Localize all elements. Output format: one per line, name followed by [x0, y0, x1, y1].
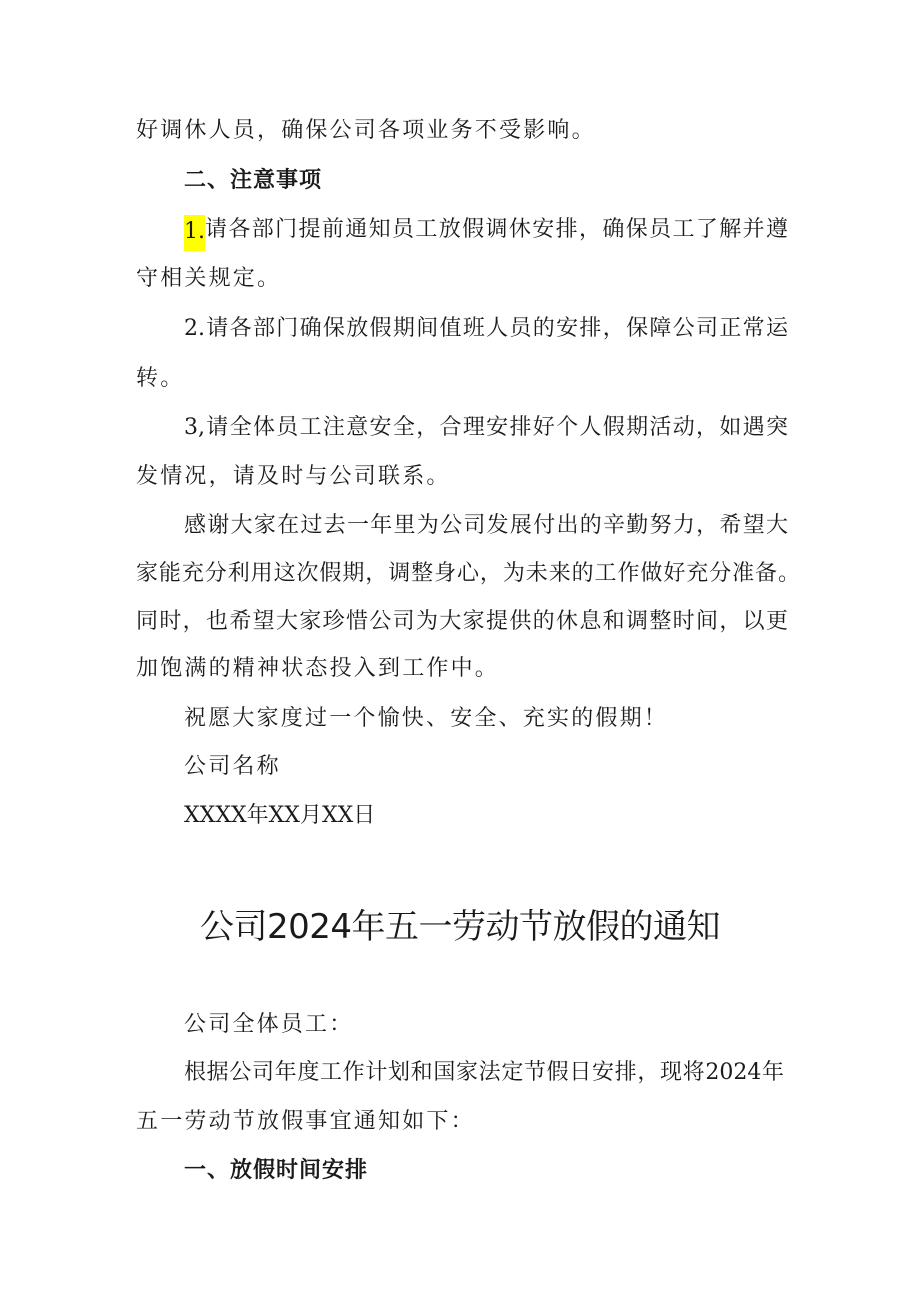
paragraph-line: 同时，也希望大家珍惜公司为大家提供的休息和调整时间，以更 — [136, 609, 788, 634]
paragraph-line: 转。 — [136, 366, 185, 391]
paragraph-line: 守相关规定。 — [136, 266, 282, 291]
paragraph-line: 发情况，请及时与公司联系。 — [136, 464, 451, 489]
paragraph-line: 家能充分利用这次假期，调整身心，为未来的工作做好充分准备。 — [136, 561, 800, 586]
salutation: 公司全体员工： — [184, 1012, 354, 1037]
paragraph-line: 五一劳动节放假事宜通知如下： — [136, 1109, 475, 1134]
company-name: 公司名称 — [184, 754, 281, 779]
paragraph-line: 加饱满的精神状态投入到工作中。 — [136, 656, 500, 681]
paragraph-line: 根据公司年度工作计划和国家法定节假日安排，现将2024年 — [184, 1060, 784, 1085]
date-line: XXXX年XX月XX日 — [184, 803, 376, 828]
paragraph-line: 好调休人员，确保公司各项业务不受影响。 — [136, 118, 596, 143]
highlighted-list-number: 1. — [184, 215, 205, 251]
paragraph-line — [184, 215, 788, 251]
document-title: 公司2024年五一劳动节放假的通知 — [199, 907, 721, 947]
paragraph-line: 3,请全体员工注意安全，合理安排好个人假期活动，如遇突 — [184, 415, 788, 440]
section-heading-schedule: 一、放假时间安排 — [184, 1158, 369, 1183]
section-heading-notes: 二、注意事项 — [184, 168, 323, 193]
list-item-text: 请各部门提前通知员工放假调休安排，确保员工了解并遵 — [205, 217, 788, 242]
paragraph-line: 2.请各部门确保放假期间值班人员的安排，保障公司正常运 — [184, 316, 788, 341]
paragraph-line: 感谢大家在过去一年里为公司发展付出的辛勤努力，希望大 — [184, 513, 788, 538]
paragraph-line: 祝愿大家度过一个愉快、安全、充实的假期！ — [184, 706, 669, 731]
